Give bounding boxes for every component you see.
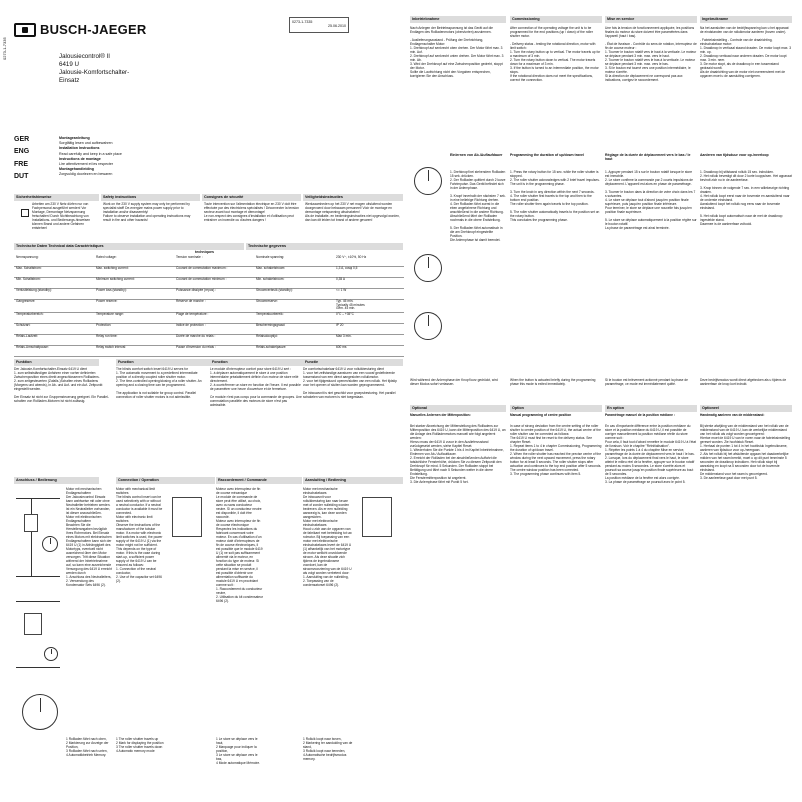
tech-cell: Durée de marche du relais : [174,334,254,345]
connection-header-ger: Anschluss / Bedienung [14,477,99,484]
manual-titles [59,136,219,178]
travel-header-dut: Aanleren van tijdsduur voor op-/neerloop [700,153,769,157]
tech-cell: Temperaturbereich: [14,312,94,323]
legend-fre: 1 Le store se déplace vers le haut, 2 Marquage pour indiquer la position, 3 Le store se déplace vers le bas, 4 Mode automatique Mémoire. [216,737,261,766]
tech-row [14,266,404,277]
tech-cell: Typ. 45 min. Typically 45 minutes Gem. 45 min. [334,299,404,312]
connection-text-fre: Moteur avec interrupteur de fin de course mécanique Le module de commande de store peut être utilisé, au choix, avec ou sans conducteur neutre. Si un conducteur neutre est disponible, il doit être raccordé. Moteur avec interrupteur de fin de course électronique Respectez les indications du fabricant concernant votre moteur. En cas d'utilisation d'un moteur doté d'interrupteurs de fin de course électroniques, il est possible que le module 6419 U (1) ne soit pas suffisamment alimenté via le moteur, en fonction du type de moteur. Si cette situation se produit pendant la mise en service, il est possible d'obtenir une alimentation suffisante du module 6419 U en procédant comme suit : 1. Raccordement du conducteur neutre, 2. Utilisation du kit condensateur 6496 (2). [216,487,263,604]
optional-sub-dut: Handmatig aanleren van de middenstand: [700,413,765,417]
travel-text-fre: 1. Appuyer pendant 15 s sur le bouton rotatif lorsque le store est immobile. 2. Le store confirme la commande par 2 courts impulsions de déplacement. L'appareil est alors en phase de paramétrage. 3. Tourner le bouton dans la direction de votre choix dans les 7 s suivantes. 4. Le store se déplace tout d'abord jusqu'en position finale supérieure, puis jusqu'en position finale inférieure. Pour terminer, le store se déplace une nouvelle fois jusqu'en position finale supérieure. 5. Le store se déplace automatiquement à la position réglée sur le bouton rotatif. La phase de paramétrage est ainsi terminée. [605,170,697,231]
wiring-diagram-2 [14,595,64,675]
commissioning-text-eng: After connection of the operating voltage the unit is to be programmed for the end positions (up / down) of the roller shutter motor. - Delivery status - testing the rotational direction, motor with limit switch: 1. Turn the rotary button up to vertical. The motor travels up for a maximum of 3 min. 2. Turn the rotary button down to vertical. The motor travels down for a maximum of 3 min. 3. If the button is turned to an intermediate position, the motor stops. If the rotational direction does not meet the specifications, correct the connection. [510,26,601,83]
commissioning-header-dut: Ingebruikname [700,16,792,23]
tech-cell: Relais-Laufzeit: [14,334,94,345]
tech-header-right: Technische gegevens [246,243,403,250]
tech-cell: Relay switch interval: [94,345,174,356]
doc-ref-vertical: 0273-1-7335 [2,37,7,60]
optional-header-dut: Optioneel [700,405,792,412]
tech-row [14,288,404,299]
tech-cell: 0°C – +35°C [334,312,404,323]
tech-cell: Power reserve: [94,299,174,312]
product-title: Jalousiecontrol® II 6419 U Jalousie-Komfortschalter- Einsatz [59,53,130,85]
commissioning-header-ger: Inbetriebnahme [410,16,506,23]
lang-dut: DUT [14,172,29,180]
lang-fre: FRE [14,160,28,168]
tech-cell: Nominale spanning: [254,255,334,266]
tech-cell: Courant de commutation maximum : [174,266,254,277]
tech-cell: Tension nominale : [174,255,254,266]
tech-row [14,323,404,334]
travel-note-ger: Wird während der Anlernphase der Knopf kurz gedrückt, wird dieser Modus sofort verlassen. [410,378,498,387]
safety-header-ger: Sicherheitshinweise [14,194,99,201]
tech-row [14,277,404,288]
tech-row [14,345,404,356]
tech-cell: Puissance dissipée (repos) : [174,288,254,299]
optional-sub-eng: Manual programming of centre position [510,413,572,417]
manual-line: Read carefully and keep in a safe place [59,151,122,156]
tech-cell: Plage de température : [174,312,254,323]
commissioning-text-fre: Une fois la tension de fonctionnement appliquée, les positions finales du moteur du store doivent être paramétrées dans l'appareil (haut / bas). - État de livraison - Contrôle du sens de rotation, interrupteur de fin de course moteur : 1. Tourner le bouton rotatif vers le haut à la verticale. Le moteur se déplace pendant 3 min. max. vers le haut. 2. Tourner le bouton rotatif vers le bas à la verticale. Le moteur se déplace pendant 3 min. max. vers le bas. 3. Si le bouton est tourné vers une position intermédiaire, le moteur s'arrête. Si la direction de déplacement ne correspond pas aux indications, corrigez le raccordement. [605,26,697,83]
tech-cell: Relay run time: [94,334,174,345]
knob-diagram-1 [412,165,446,199]
reference-box [289,17,349,33]
tech-row [14,299,404,312]
travel-note-dut: Deze bedrijfsmodus wordt direct afgebroken als u tijdens de aanleerfase de knop kort indrukt. [700,378,787,387]
connection-header-eng: Connection / Operation [116,477,215,484]
tech-cell: IP 20 [334,323,404,334]
optional-sub-ger: Manuelles Anlernen der Mittenposition: [410,413,471,417]
function-text-fre: Le module d'interrupteur confort pour store 6419 U sert : 1. à déplacer automatiquement le store à une position intermédiaire préalablement définie d'un moteur de store relié directement. 2. à ouvrir/fermer un store en fonction de l'heure. Il est possible de paramétrer une heure d'ouverture et de fermeture. Ce module n'est pas conçu pour la commande de groupes. Une commutation parallèle des moteurs de store n'est pas admissible. [210,367,302,408]
connection-text-eng: Motor with mechanical limit switches The blinds control insert can be used selectively with or without a neutral conductor. If a neutral conductor is available it must be connected. Motor with electronic limit switches Observe the instructions of the manufacturer of the tubular motor. If a motor with electronic limit switches is used, the power supply of the 6419 U (1) via the motor might not be sufficient. This depends on the type of motor. If this is the case during start-up, a sufficient power supply of the 6419 U can be ensured as follows: 1. Connection of the neutral conductor, 2. Use of the capacitor set 6496 (2). [116,487,163,584]
connection-text-dut: Motor met mechanische eindschakelaars De inbouwunit voor rolluikbesturing kan naar keuze met of zonder nulleiding worden bedreven. Als er een nulleiding aanwezig is, kan deze worden aangesloten. Motor met elektronische eindschakelaars Houd u zich aan de opgaven van de fabrikant met betrekking tot uw rolmotor. Bij toepassing van een motor met elektronische eindschakelaars levert de 6419 U (1) afhankelijk van het motortype de motor wellicht onvoldoende stroom. Als deze situatie zich tijdens de ingebruikname voordoet, kan de stroomvoorziening van de 6419 U als volgt worden verbeterd door: 1. Aansluiting van de nulleiding, 2. Toepassing van de condensatorset 6496 (2). [303,487,352,588]
reference-number: 0273-1-7335 [292,20,313,24]
tech-cell: Stroomreserve: [254,299,334,312]
tech-header-left: Technische Daten Technical data Caractéristiques [14,243,244,250]
tech-row [14,255,404,266]
travel-note-fre: Si le bouton est brièvement actionné pendant la phase de paramétrage, ce mode est immédiatement quitté. [605,378,688,387]
tech-data-table [14,255,404,357]
tech-cell: 600 ms [334,345,404,356]
tech-cell: Pause d'inversion du relais : [174,345,254,356]
travel-text-ger: 1. Drehknopf bei stehendem Rollladen 15 sek. drücken. 2. Der Rollladen quittiert durch 2 kurze Fahrimpulse. Das Gerät befindet sich in der Anlernphase. 3. Knopf innerhalb der nächsten 7 sek. in eine beliebige Richtung drehen. 4. Der Rollladen fährt zuerst in die eben angefahrene Richtung und anschließend in die andere Richtung. Abschließend fährt der Rollladen nochmals in die obere Endstellung. 5. Der Rollladen fährt automatisch in die am Drehknopf eingestellte Position. Die Anlernphase ist damit beendet. [450,170,506,243]
safety-text-dut: Werkzaamheden op het 230 V net mogen uitsluitend worden doorgevoerd door bekwaam personeel! Vóór de montage en demontage netspanning uitschakelen! Als de installatie- en bedieningsinstructies niet opgevolgd worden, dan kan dit leiden tot brand of andere gevaren! [305,202,400,223]
lang-ger: GER [14,136,30,143]
tech-cell: Beschermingsgraad: [254,323,334,334]
lang-eng: ENG [14,148,30,156]
tech-cell: Max. switching current: [94,266,174,277]
tech-cell: Rated voltage: [94,255,174,266]
manual-line: Montageanleitung [59,136,90,140]
manual-line: Zorgvuldig doorlezen en bewaren [59,172,113,177]
tech-cell: Schutzart: [14,323,94,334]
tech-cell: Min. Schaltstrom: [14,277,94,288]
tech-cell: Relais-schakelpauze: [254,345,334,356]
knob-diagram-2 [412,252,446,286]
tech-cell: Relaisolooptijd: [254,334,334,345]
tech-cell: <= 1 W [334,288,404,299]
tech-cell: Stroomverbruik (standby): [254,288,334,299]
tech-header-sub: techniques [195,250,214,254]
connection-text-ger: Motor mit mechanischen Endlageschaltern Der Jalousiecontrol Einsatz kann wahlweise mit oder ohne Neutralleiter betrieben werden. Ist ein Neutralleiter vorhanden, ist dieser anzuschließen. Motor mit elektronischen Endlageschaltern Beachten Sie die Herstellerangaben bezüglich Ihres Rohrmotors. Bei Einsatz eines Motors mit elektronischen Endlageschaltern kann sich der 6419 U (1) in Abhängigkeit des Motortyps, eventuell nicht ausreichend über den Motor versorgen. Tritt diese Situation während der Inbetriebnahme auf, so kann eine ausreichende Versorgung des 6419 U erreicht werden durch 1. Anschluss des Neutralleiters, 2. Verwendung des Kondensator Sets 6496 (2). [66,487,112,588]
manual-line: Lire attentivement et les respecter [59,162,114,167]
manual-line: Sorgfältig lesen und aufbewahren [59,141,113,146]
tech-cell: Gangreserve: [14,299,94,312]
travel-header-ger: Einlernen von Ab-/Auflaufdauer [450,153,503,157]
tech-cell: Courant de commutation minimum : [174,277,254,288]
tech-cell: Temperatuurbereik: [254,312,334,323]
tech-cell: Indice de protection : [174,323,254,334]
tech-cell: Minimum switching current: [94,277,174,288]
tech-cell: 1,3 A, cosφ 0,5 [334,266,404,277]
manual-line: Installation Instructions [59,146,100,151]
tech-cell: 0,35 A [334,277,404,288]
tech-cell: Max. schakelstroom: [254,266,334,277]
commissioning-header-eng: Commissioning [510,16,602,23]
tech-cell: Temperature range: [94,312,174,323]
optional-header-ger: Optional [410,405,506,412]
tech-cell: Nennspannung: [14,255,94,266]
travel-header-eng: Programming the duration of up/down travel [510,153,584,157]
tech-cell: Max 3 min. [334,334,404,345]
tech-row [14,334,404,345]
commissioning-header-fre: Mise en service [605,16,697,23]
optional-text-ger: Bei starker Abweichung der Mittenstellung des Rollladens zur Mittenposition des 6419 U, kann die Mittenposition des 6419 U, an die Anlage des Rollladenmotors manuell wie folgt angelernt werden: Hierzu muss der 6419 U zuvor in den Auslieferzustand zurückgesetzt werden, siehe Kapitel Reset. 1. Wiederholen Sie die Punkte 1 bis 4 im Kapitel Inbetriebnahme, Einlernen von Ab-/ Auflaufdauer. 2. Erreicht der Rollladen bei der abschließenden Auffahrt die tatsächliche Fensterhöhe, drücken Sie zu diesem Zeitpunkt den Drehknopf für mind. 5 Sekunden. Der Rollladen stoppt bei Betätigung und fährt nach 5 Sekunden weiter in die obere Endstellung. Die Fenstermittenposition ist angelernt. 3. Die Anlernphase fährt mit Punkt 5 fort. [410,424,506,485]
safety-header-eng: Safety instructions [101,194,200,201]
wiring-diagram-3 [166,487,212,567]
safety-header-dut: Veiligheidsinstructies [303,194,403,201]
tech-cell: Réserve de marche : [174,299,254,312]
rotary-knob-diagram [18,690,62,734]
safety-header-fre: Consignes de sécurité [202,194,301,201]
tech-cell: Min. schakelstroom: [254,277,334,288]
tech-cell: 230 V~, ±10%, 50 Hz [334,255,404,266]
legend-ger: 1 Rollladen fährt nach oben, 2 Markierung zur Anzeige der Position, 3 Rollladen fährt nach unten, 4 Automatikbetrieb Memory. [66,737,109,758]
function-header-fre: Fonction [210,359,309,366]
safety-text-eng: Work on the 230 V supply system may only be performed by specialist staff! De-energize mains power supply prior to installation and/or disassembly! Failure to observe installation and operating instructions may result in fire and other hazards! [103,202,191,223]
tech-cell: Relais-Umschaltpause: [14,345,94,356]
travel-text-dut: 1. Draaiknop bij stilstaand rolluik 15 sec. indrukken. 2. Het rolluik bevestigt dit door 2 korte looppulsen. Het apparaat bevindt zich nu in de aanleerfase. 3. Knop binnen de volgende 7 sec. in een willekeurige richting draaien. 4. Het rolluik loopt eerst naar de bovenste en aansluitend naar de onderste eindstand. Aansluitend loopt het rolluik nog eens naar de bovenste eindstand. 5. Het rolluik loopt automatisch naar de met de draaiknop ingestelde stand. Daarmee is de aanleerfase voltooid. [700,170,792,227]
connection-header-fre: Raccordement / Commande [216,477,302,484]
optional-text-dut: Bij sterke afwijking van de middenstand van het rolluik van de middenstand van de 6419 U, kan de werkelijke middenstand van het rolluik als volgt worden gecorrigeerd: Hiertoe moet de 6419 U van te voren naar de fabrieksinstelling gereset worden. Zie hoofdstuk Reset. 1. Herhaal de punten 1 tot 4 in het hoofdstuk Ingebruikname, aanleren van tijdsduur voor op-/neergaan. 2. Als het rolluik bij het afsluitende opgaan het daadwerkelijke midden van het raam bereikt, moet u op dit punt tenminste 5 seconden de draaiknop indrukken. Het rolluik stopt bij aanraking en loopt na 5 seconden door tot de bovenste eindstand. De middenstand voor het raam is gecorrigeerd. 3. De aanleerfase gaat door met punt 5. [700,424,791,481]
function-text-dut: De comfortschakelaar 6419 U voor rolluikbesturing dient 1. voor het zelfstandige aansturen van een vooraf gedefinieerde tussenstand van een direct aangesloten rolluikmotor. 2. voor het tijdgestuurd openen/sluiten van een rolluik. Het tijdstip voor het openen of sluiten kan worden geprogrammeerd. De inbouwunit is niet geschikt voor groepsbesturing. Het parallel schakelen van motoren is niet toegestaan. [303,367,397,400]
safety-text-ger: Arbeiten am 230 V Netz dürfen nur von Fachpersonal ausgeführt werden! Vor Montage, Demontage Netzspannung freischalten! Durch Nichtbeachtung von Installations- und Bedienungs-hinweisen können Brand und andere Gefahren entstehen! [32,202,91,231]
optional-header-fre: En option [605,405,697,412]
language-codes [14,134,29,183]
tech-cell: Power loss (standby): [94,288,174,299]
travel-text-eng: 1. Press the rotary button for 15 sec. while the roller shutter is stopped. 2. The roller shutter acknowledges with 2 brief travel impulses. The unit is in the programming phase. 3. Turn the knob in any direction within the next 7 seconds. 4. The roller shutter first travels to the top and then to the bottom end position. The roller shutter then again travels to the top position. 5. The roller shutter automatically travels to the position set on the rotary button. This concludes the programming phase. [510,170,600,223]
wiring-diagram-1 [14,492,64,582]
function-header-eng: Function [116,359,215,366]
function-header-ger: Funktion [14,359,99,366]
tech-row [14,312,404,323]
optional-header-eng: Option [510,405,602,412]
tech-cell: Protection: [94,323,174,334]
optional-text-fre: En cas d'importante différence entre la position médiane du store et la position médiane du 6419 U, il est possible de corriger manuellement la position médiane réelle du store comme suit : Pour cela, il faut tout d'abord remettre le module 6419 U à l'état de livraison. Voir le chapitre "Réinitialisation". 1. Répéter les points 1 à 4 du chapitre Mise en service, paramétrage de la durée de déplacement vers le haut / le bas. 2. Lorsque, lors du déplacement final vers le haut, le store atteint le milieu réel de la fenêtre, appuyer sur le bouton rotatif pendant au moins 5 secondes. Le store s'arrête alors et poursuit sa course jusqu'en position finale supérieure au bout de 5 secondes. La position médiane de la fenêtre est alors corrigée. 3. La phase de paramétrage se poursuit avec le point 5. [605,424,697,485]
safety-text-fre: Toute intervention sur l'alimentation électrique en 230 V doit être effectuée par des électriciens spécialisés ! Déconnecter la tension secteur avant tout montage et démontage! Le non-respect des consignes d'installation et d'utilisation peut entraîner un incendie ou d'autres dangers ! [204,202,299,223]
travel-header-fre: Réglage de la durée de déplacement vers le bas / le haut [605,153,691,162]
knob-diagram-3 [412,310,446,344]
connection-header-dut: Aansluiting / Bediening [303,477,403,484]
function-text-eng: The blinds comfort switch insert 6419 U serves for 1. The automatic movement to a predefined intermediate position of a directly coupled roller shutter motor. 2. The time-controlled opening/closing of a roller shutter. An opening and a closing time can be programmed. The application is not suitable for group control. Parallel connection of roller shutter motors is not admissible. [116,367,202,400]
commissioning-text-ger: Nach Anlegen der Betriebsspannung ist das Gerät auf die Endlagen des Rollladenmotors (oben/unten) anzulernen. - Auslieferungszustand - Prüfung der Drehrichtung, Endlagenschalter Motor: 1. Drehknopf auf senkrecht oben drehen. Der Motor fährt max. 3 min. Auf. 2. Drehknopf auf senkrecht unten drehen. Der Motor fährt max. 3 min. Ab. 3. Wird der Drehknopf auf eine Zwischenposition gedreht, stoppt der Motor. Sollte die Laufrichtung nicht den Vorgaben entsprechen, korrigieren Sie den Anschluss. [410,26,504,79]
manual-line: Montagehandleiding [59,167,94,172]
tech-cell: Max. Schaltstrom: [14,266,94,277]
function-header-dut: Functie [303,359,403,366]
legend-dut: 1 Rolluik loopt naar boven, 2 Markering ter aanduiding van de stand, 3 Rolluik loopt naar beneden, 4 Automatische bedrijfsmodus memory. [303,737,353,762]
legend-eng: 1 The roller shutter travels up 2 Mark for displaying the position 3 The roller shutter travels down 4 Automatic memory mode [116,737,164,754]
commissioning-text-dut: Na het aansluiten van de bedrijfsspanning kan u het apparaat de eindstanden van de rolluikmotor aanleren (boven onder). - Fabrieksinstelling - Controle van de draairichting, eindschakelaar motor: 1. Draaiknop in verticaal staand draaien. De motor loopt max. 3 min. op. 2. Draaiknop verticaal naar onderen draaien. De motor loopt max. 3 min. neer. 3. De motor stopt, als de draaiknop in een tussenstand gedraaid wordt. Als de draairichting van de motor niet overeenstemt met de opgaven moet u de aansluiting corrigeren. [700,26,792,79]
reference-date: 25.06.2010 [328,24,346,29]
optional-text-eng: In case of strong deviation from the centre setting of the roller shutter to centre position of the 6419 U, the actual centre of the roller shutter can be corrected as follows: The 6419 U must first be reset to the delivery status. See chapter Reset. 1. Repeat items 1 to 4 in chapter Commissioning, Programming the duration of up/down travel. 2. When the roller shutter has reached the precise centre of the window during the next upward movement, press the rotary button for at least 5 seconds. The roller shutter stops after actuation and continues to the top end position after 5 seconds. The centre window position has been corrected. 3. The programming phase continues with item 5. [510,424,602,477]
wiring-diagram-4 [356,487,402,567]
brand-name: BUSCH-JAEGER [40,22,147,37]
tech-cell: Verlustleistung (standby): [14,288,94,299]
manual-line: Instructions de montage [59,156,101,161]
optional-sub-fre: Paramétrage manuel de la position médiane : [605,413,675,417]
travel-note-eng: When the button is actuated briefly during the programming phase this mode is exited immediately. [510,378,596,387]
brand-logo [14,22,146,38]
function-text-ger: Der Jalousie-Komfortschalter-Einsatz 6419 U dient 1. zum selbstständigen Anfahren einer vorher definierten Zwischenposition eines direkt angeschlossenen Rollladens. 2. zum zeitgesteuerten (Zufalls-)Schalten eines Rollladens (Morgens und abends), in Ab- und Auf- und ein Auf- Zeitpunkt eingestellt werden. Der Einsatz ist nicht zur Gruppensteuerung geeignet. Ein Parallel-schalten von Rollladen-Motoren ist nicht zulässig. [14,367,109,404]
warning-icon [21,209,29,217]
brand-logo-icon [14,23,36,37]
